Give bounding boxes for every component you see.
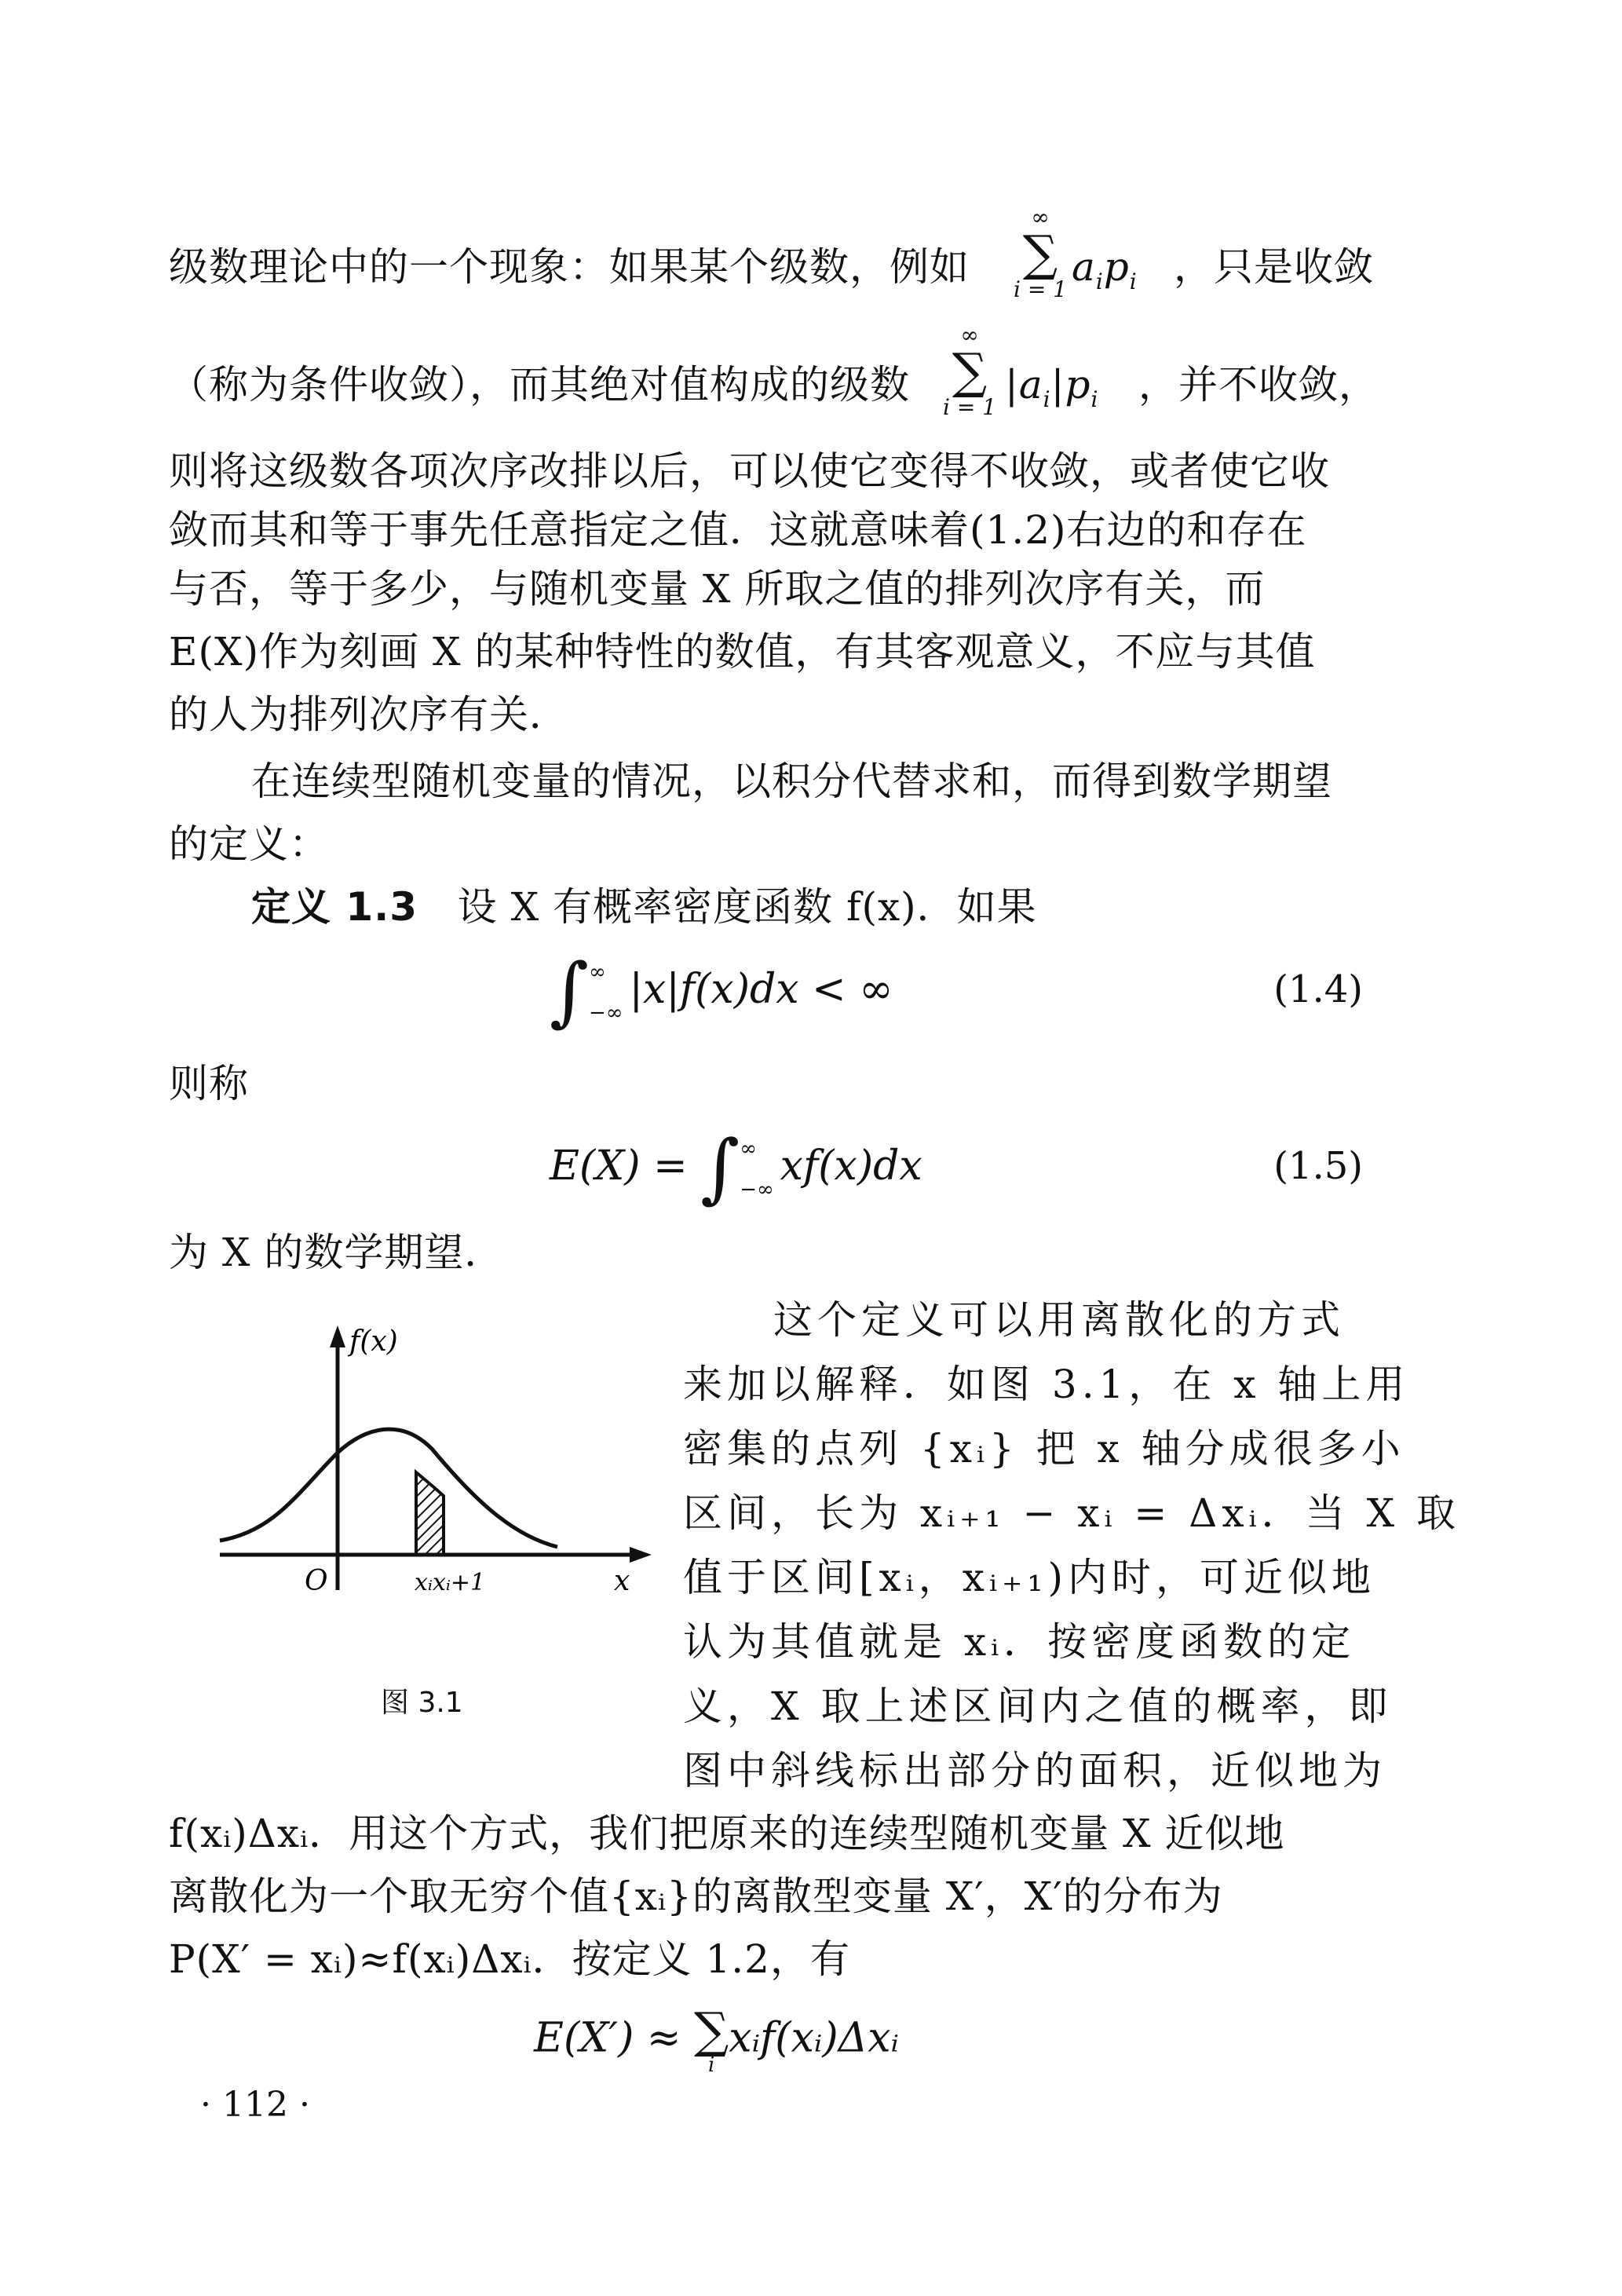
text-line: 级数理论中的一个现象：如果某个级数，例如 xyxy=(169,244,970,290)
sum-symbol: ∞ ∑ i = 1 xyxy=(1013,204,1068,302)
equation-number: (1.5) xyxy=(1273,1144,1363,1188)
page-number: · 112 · xyxy=(200,2085,310,2125)
text-line: 认为其值就是 xᵢ．按密度函数的定 xyxy=(683,1619,1356,1665)
text-line: 敛而其和等于事先任意指定之值．这就意味着(1.2)右边的和存在 xyxy=(169,507,1307,553)
x-axis-label: x xyxy=(614,1565,630,1597)
final-equation: E(X′) ≈ ∑ i xᵢf(xᵢ)Δxᵢ xyxy=(534,2002,899,2077)
text-line: 的定义： xyxy=(169,821,329,867)
integral-sign: ∫ xyxy=(550,947,590,1035)
text-line: ，并不收敛， xyxy=(1138,362,1379,408)
y-axis-arrow xyxy=(330,1325,345,1347)
text-line: 的人为排列次序有关． xyxy=(169,692,569,737)
sum-term: $a_ip_i$ xyxy=(1072,244,1138,294)
text-line: 则称 xyxy=(169,1061,249,1106)
text-line: 这个定义可以用离散化的方式 xyxy=(773,1297,1345,1343)
equation-1-4: ∫∞ −∞ |x|f(x)dx < ∞ xyxy=(550,947,893,1035)
text-line: E(X)作为刻画 X 的某种特性的数值，有其客观意义，不应与其值 xyxy=(169,629,1316,675)
text-line: 值于区间[xᵢ，xᵢ₊₁)内时，可近似地 xyxy=(683,1555,1375,1600)
text-line: 来加以解释．如图 3.1，在 x 轴上用 xyxy=(683,1362,1410,1407)
text-line: 图中斜线标出部分的面积，近似地为 xyxy=(683,1748,1386,1793)
text-line: ，只是收敛 xyxy=(1174,244,1374,290)
text-line: 密集的点列 {xᵢ} 把 x 轴分成很多小 xyxy=(683,1426,1405,1472)
y-axis-label: f(x) xyxy=(349,1325,398,1358)
sum-symbol: ∞ ∑ i = 1 xyxy=(942,322,997,420)
text-line: 区间，长为 xᵢ₊₁ − xᵢ = Δxᵢ．当 X 取 xyxy=(683,1490,1460,1536)
text-line: 离散化为一个取无穷个值{xᵢ}的离散型变量 X′，X′的分布为 xyxy=(169,1874,1223,1919)
x-axis-arrow xyxy=(630,1547,652,1563)
definition-label: 定义 1.3 xyxy=(251,884,418,930)
text-line: 则将这级数各项次序改排以后，可以使它变得不收敛，或者使它收 xyxy=(169,448,1330,494)
text-line: （称为条件收敛），而其绝对值构成的级数 xyxy=(169,362,910,408)
shaded-area xyxy=(416,1472,444,1555)
text-line: P(X′ = xᵢ)≈f(xᵢ)Δxᵢ．按定义 1.2，有 xyxy=(169,1936,850,1982)
text-line: 义，X 取上述区间内之值的概率，即 xyxy=(683,1684,1393,1729)
equation-number: (1.4) xyxy=(1273,967,1363,1011)
sum-term: $|a_i|p_i$ xyxy=(1005,362,1099,412)
tick-labels: xᵢxᵢ+1 xyxy=(415,1569,486,1596)
density-figure xyxy=(204,1319,659,1602)
equation-1-5: E(X) = ∫∞ −∞ xf(x)dx xyxy=(550,1124,922,1212)
density-curve xyxy=(220,1429,557,1547)
text-line: 在连续型随机变量的情况，以积分代替求和，而得到数学期望 xyxy=(251,759,1332,804)
text-line: 为 X 的数学期望． xyxy=(169,1230,505,1275)
text-line: f(xᵢ)Δxᵢ．用这个方式，我们把原来的连续型随机变量 X 近似地 xyxy=(169,1811,1285,1856)
definition-line: 定义 1.3 设 X 有概率密度函数 f(x)．如果 xyxy=(251,884,1037,930)
text-line: 与否，等于多少，与随机变量 X 所取之值的排列次序有关，而 xyxy=(169,566,1266,612)
figure-caption: 图 3.1 xyxy=(381,1687,463,1719)
origin-label: O xyxy=(305,1565,328,1597)
integral-sign: ∫ xyxy=(700,1124,740,1212)
